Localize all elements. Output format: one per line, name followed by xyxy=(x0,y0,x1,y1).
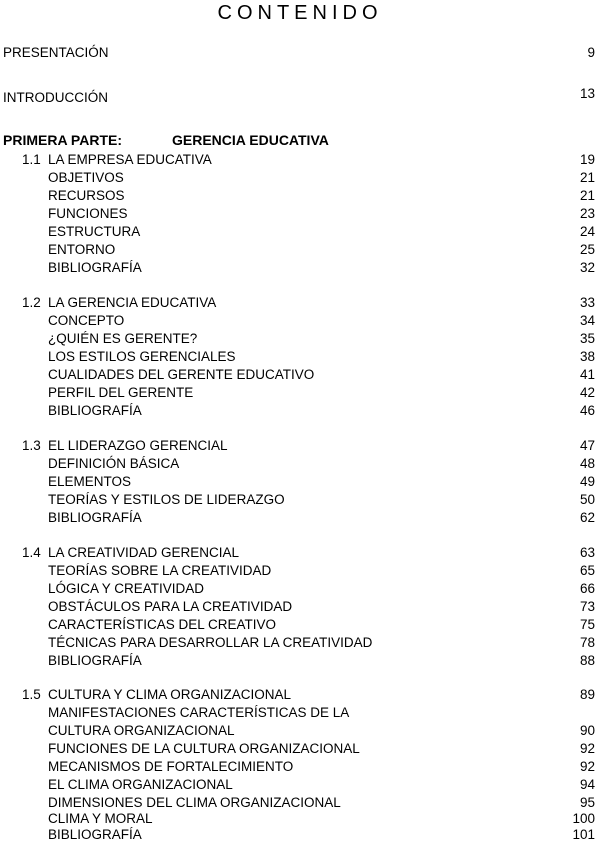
toc-item-label: MANIFESTACIONES CARACTERÍSTICAS DE LA xyxy=(48,705,350,720)
toc-section-1-5[interactable] xyxy=(0,686,600,704)
toc-item-label: LOS ESTILOS GERENCIALES xyxy=(48,349,236,364)
section-number: 1.1 xyxy=(22,152,41,167)
toc-item[interactable] xyxy=(0,259,600,277)
toc-item-page: 92 xyxy=(579,741,595,756)
toc-item[interactable] xyxy=(0,722,600,740)
toc-item-page: 100 xyxy=(572,811,595,826)
toc-item[interactable] xyxy=(0,384,600,402)
toc-entry-label: INTRODUCCIÓN xyxy=(3,90,108,105)
toc-entry-presentacion[interactable] xyxy=(0,44,600,62)
section-number: 1.4 xyxy=(22,545,41,560)
toc-item-label: TEORÍAS Y ESTILOS DE LIDERAZGO xyxy=(48,492,285,507)
toc-item-page: 65 xyxy=(579,563,595,578)
toc-item[interactable] xyxy=(0,704,600,722)
toc-entry-page: 9 xyxy=(587,45,595,60)
toc-item-page: 42 xyxy=(579,385,595,400)
toc-item-page: 46 xyxy=(579,403,595,418)
toc-item-label: LÓGICA Y CREATIVIDAD xyxy=(48,581,205,596)
toc-item[interactable] xyxy=(0,580,600,598)
toc-item-label: TEORÍAS SOBRE LA CREATIVIDAD xyxy=(48,563,272,578)
toc-entry-page: 13 xyxy=(579,86,595,101)
toc-item-page: 35 xyxy=(579,331,595,346)
section-page: 19 xyxy=(579,152,595,167)
toc-item[interactable] xyxy=(0,473,600,491)
toc-item-page: 24 xyxy=(579,224,595,239)
toc-item-page: 94 xyxy=(579,777,595,792)
toc-item-label: BIBLIOGRAFÍA xyxy=(48,653,142,668)
toc-item-label: OBJETIVOS xyxy=(48,170,124,185)
part-title: GERENCIA EDUCATIVA xyxy=(172,132,329,148)
toc-item-page: 25 xyxy=(579,242,595,257)
toc-item[interactable] xyxy=(0,348,600,366)
toc-item-page: 32 xyxy=(579,260,595,275)
toc-item-label: BIBLIOGRAFÍA xyxy=(48,260,142,275)
toc-item-label: TÉCNICAS PARA DESARROLLAR LA CREATIVIDAD xyxy=(48,635,373,650)
toc-section-1-4[interactable] xyxy=(0,544,600,562)
toc-item[interactable] xyxy=(0,652,600,670)
toc-item[interactable] xyxy=(0,509,600,527)
toc-item-page: 23 xyxy=(579,206,595,221)
toc-item[interactable] xyxy=(0,758,600,776)
toc-item-label: CLIMA Y MORAL xyxy=(48,811,153,826)
toc-item-label: RECURSOS xyxy=(48,188,125,203)
toc-item-label: DEFINICIÓN BÁSICA xyxy=(48,456,180,471)
toc-item-page: 78 xyxy=(579,635,595,650)
toc-item-label: ENTORNO xyxy=(48,242,116,257)
section-page: 63 xyxy=(579,545,595,560)
toc-item[interactable] xyxy=(0,562,600,580)
page-title: CONTENIDO xyxy=(217,2,383,24)
toc-item-label: DIMENSIONES DEL CLIMA ORGANIZACIONAL xyxy=(48,795,341,810)
toc-section-1-1[interactable] xyxy=(0,151,600,169)
toc-entry-introduccion[interactable] xyxy=(0,86,600,107)
toc-item[interactable] xyxy=(0,241,600,259)
toc-item-page: 75 xyxy=(579,617,595,632)
toc-item[interactable] xyxy=(0,402,600,420)
toc-section-1-2[interactable] xyxy=(0,294,600,312)
toc-item-page: 34 xyxy=(579,313,595,328)
toc-item-label: FUNCIONES DE LA CULTURA ORGANIZACIONAL xyxy=(48,741,360,756)
toc-item[interactable] xyxy=(0,312,600,330)
toc-section-1-3[interactable] xyxy=(0,437,600,455)
toc-item[interactable] xyxy=(0,616,600,634)
toc-item[interactable] xyxy=(0,598,600,616)
toc-item-page: 101 xyxy=(572,827,595,842)
toc-item-page: 73 xyxy=(579,599,595,614)
toc-item[interactable] xyxy=(0,169,600,187)
toc-item-label: ¿QUIÉN ES GERENTE? xyxy=(48,331,198,346)
section-label: LA EMPRESA EDUCATIVA xyxy=(48,152,212,167)
section-label: EL LIDERAZGO GERENCIAL xyxy=(48,438,228,453)
section-label: LA CREATIVIDAD GERENCIAL xyxy=(48,545,240,560)
toc-item[interactable] xyxy=(0,205,600,223)
toc-item-page: 95 xyxy=(579,795,595,810)
toc-item[interactable] xyxy=(0,634,600,652)
toc-item-page: 62 xyxy=(579,510,595,525)
section-label: CULTURA Y CLIMA ORGANIZACIONAL xyxy=(48,687,292,702)
toc-item-label: ELEMENTOS xyxy=(48,474,132,489)
toc-item[interactable] xyxy=(0,826,600,844)
section-page: 47 xyxy=(579,438,595,453)
toc-item-page: 90 xyxy=(579,723,595,738)
toc-item[interactable] xyxy=(0,740,600,758)
toc-item-label: BIBLIOGRAFÍA xyxy=(48,403,142,418)
toc-item-page: 21 xyxy=(579,170,595,185)
toc-item-label: CULTURA ORGANIZACIONAL xyxy=(48,723,235,738)
section-page: 33 xyxy=(579,295,595,310)
toc-item-page: 38 xyxy=(579,349,595,364)
toc-item[interactable] xyxy=(0,776,600,794)
toc-item-page: 41 xyxy=(579,367,595,382)
toc-item-page: 49 xyxy=(579,474,595,489)
toc-item-page: 92 xyxy=(579,759,595,774)
toc-item[interactable] xyxy=(0,455,600,473)
toc-item[interactable] xyxy=(0,330,600,348)
toc-item[interactable] xyxy=(0,187,600,205)
toc-item-page: 66 xyxy=(579,581,595,596)
section-page: 89 xyxy=(579,687,595,702)
toc-item[interactable] xyxy=(0,491,600,509)
toc-item-label: EL CLIMA ORGANIZACIONAL xyxy=(48,777,233,792)
toc-item-label: FUNCIONES xyxy=(48,206,128,221)
toc-item-label: CARACTERÍSTICAS DEL CREATIVO xyxy=(48,617,277,632)
toc-item-label: CUALIDADES DEL GERENTE EDUCATIVO xyxy=(48,367,315,382)
toc-item[interactable] xyxy=(0,366,600,384)
toc-item-label: BIBLIOGRAFÍA xyxy=(48,827,142,842)
section-number: 1.3 xyxy=(22,438,41,453)
toc-item-page: 88 xyxy=(579,653,595,668)
part-label: PRIMERA PARTE: xyxy=(3,132,122,148)
toc-item-label: MECANISMOS DE FORTALECIMIENTO xyxy=(48,759,294,774)
section-number: 1.5 xyxy=(22,687,41,702)
toc-item-label: ESTRUCTURA xyxy=(48,224,141,239)
toc-item-page: 21 xyxy=(579,188,595,203)
toc-entry-label: PRESENTACIÓN xyxy=(3,45,109,60)
toc-item-page: 48 xyxy=(579,456,595,471)
toc-item-label: CONCEPTO xyxy=(48,313,125,328)
section-number: 1.2 xyxy=(22,295,41,310)
toc-item-label: OBSTÁCULOS PARA LA CREATIVIDAD xyxy=(48,599,293,614)
toc-item-page: 50 xyxy=(579,492,595,507)
toc-item[interactable] xyxy=(0,223,600,241)
toc-item-label: BIBLIOGRAFÍA xyxy=(48,510,142,525)
section-label: LA GERENCIA EDUCATIVA xyxy=(48,295,217,310)
toc-item-label: PERFIL DEL GERENTE xyxy=(48,385,194,400)
part-heading xyxy=(0,131,600,149)
